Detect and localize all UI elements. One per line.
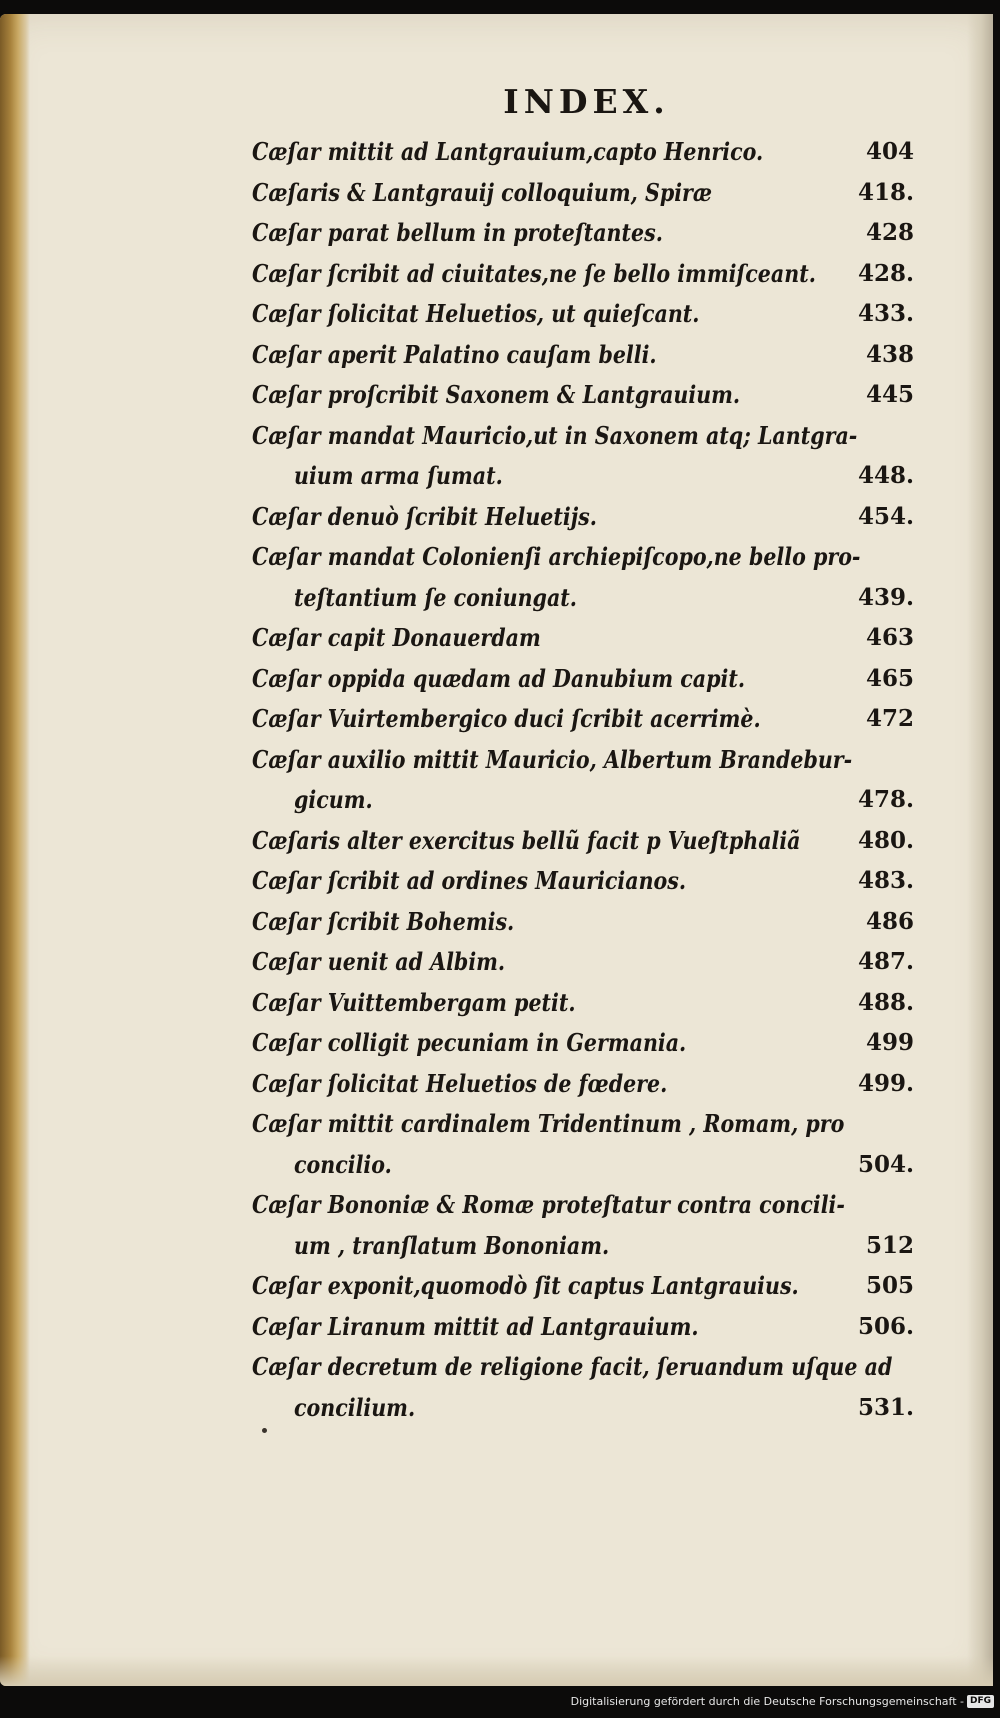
page-number: 499 [865, 1029, 914, 1056]
entry-line [252, 983, 914, 1024]
entry-text: Cæſar mandat Colonienſi archiepiſcopo,ne bello pro- [252, 542, 861, 571]
entry-text: um , tranſlatum Bononiam. [294, 1230, 610, 1260]
page-number: 487. [857, 948, 914, 975]
page-number: 505 [865, 1272, 914, 1299]
footer [571, 1695, 994, 1708]
index-entry [252, 942, 914, 983]
page-header: INDEX. [503, 82, 670, 121]
entry-text: Cæſar capit Donauerdam [252, 623, 541, 652]
index-entries [252, 132, 914, 1428]
index-entry [252, 173, 914, 214]
page-number: 438 [865, 340, 914, 368]
dfg-logo: DFG [967, 1695, 994, 1708]
index-entry [252, 1347, 914, 1428]
entry-line [252, 618, 914, 659]
entry-text: Cæſar ſcribit Bohemis. [252, 906, 515, 936]
index-entry [252, 699, 914, 740]
index-entry [252, 416, 914, 497]
entry-line [252, 1347, 914, 1388]
index-entry [252, 740, 914, 821]
index-entry [252, 537, 914, 618]
entry-text: Cæſar ſolicitat Heluetios, ut quieſcant. [252, 299, 700, 328]
entry-line [252, 1307, 914, 1348]
entry-text: uium arma ſumat. [294, 461, 503, 490]
page-number: 512 [865, 1231, 914, 1259]
page-number: 506. [857, 1312, 914, 1340]
entry-text: Cæſar colligit pecuniam in Germania. [252, 1028, 687, 1057]
entry-text: Cæſar Bononiæ & Romæ proteſtatur contra concili- [252, 1190, 845, 1219]
index-entry [252, 254, 914, 295]
entry-text: Cæſar Vuirtembergico duci ſcribit acerrimè. [252, 704, 761, 733]
index-entry [252, 1266, 914, 1307]
entry-line [252, 1226, 914, 1267]
entry-text: Cæſar auxilio mittit Mauricio, Albertum Brandebur- [252, 744, 853, 774]
entry-line [252, 254, 914, 295]
index-entry [252, 132, 914, 173]
entry-text: Cæſaris & Lantgrauij colloquium, Spiræ [252, 177, 713, 207]
page-number: 404 [865, 138, 914, 165]
entry-text: Cæſar Liranum mittit ad Lantgrauium. [252, 1311, 699, 1341]
book-binding [0, 14, 30, 1686]
entry-line [252, 537, 914, 578]
index-entry [252, 983, 914, 1024]
index-entry [252, 1104, 914, 1185]
page-number: 428. [857, 259, 914, 287]
page-number: 463 [865, 624, 914, 651]
page-number: 448. [857, 462, 914, 489]
page-number: 439. [857, 583, 914, 611]
page-number: 418. [857, 178, 914, 206]
entry-text: Cæſaris alter exercitus bellũ facit p Vueſtphaliã [252, 825, 801, 855]
page-number: 488. [857, 988, 914, 1016]
page-number: 478. [857, 786, 914, 813]
entry-line [252, 902, 914, 943]
index-entry [252, 294, 914, 335]
entry-text: concilium. [294, 1392, 416, 1422]
entry-text: Cæſar mittit cardinalem Tridentinum , Romam, pro [252, 1109, 845, 1138]
page-number: 454. [857, 502, 914, 530]
page-number: 499. [857, 1069, 914, 1097]
entry-line [252, 497, 914, 538]
index-entry [252, 375, 914, 416]
entry-line [252, 942, 914, 983]
page-number: 483. [857, 867, 914, 894]
book-page [0, 14, 993, 1686]
entry-line [252, 1145, 914, 1186]
entry-line [252, 375, 914, 416]
entry-text: teſtantium ſe coniungat. [294, 582, 577, 612]
entry-line [252, 132, 914, 173]
index-entry [252, 1023, 914, 1064]
entry-line [252, 213, 914, 254]
page-number: 486 [865, 907, 914, 935]
index-entry [252, 497, 914, 538]
entry-line [252, 1104, 914, 1145]
entry-line [252, 1023, 914, 1064]
entry-line [252, 335, 914, 376]
entry-line [252, 456, 914, 497]
entry-line [252, 780, 914, 821]
entry-line [252, 1064, 914, 1105]
footer-text: Digitalisierung gefördert durch die Deutsche Forschungsgemeinschaft - [570, 1695, 964, 1708]
entry-line [252, 1185, 914, 1226]
entry-text: Cæſar mandat Mauricio,ut in Saxonem atq; Lantgra- [252, 420, 858, 450]
index-entry [252, 861, 914, 902]
page-number: 504. [857, 1150, 914, 1178]
entry-line [252, 1266, 914, 1307]
index-entry [252, 213, 914, 254]
entry-text: Cæſar mittit ad Lantgrauium,capto Henrico. [252, 137, 764, 166]
page-number: 531. [857, 1393, 914, 1421]
index-entry [252, 1185, 914, 1266]
index-entry [252, 618, 914, 659]
index-entry [252, 659, 914, 700]
entry-line [252, 699, 914, 740]
entry-text: Cæſar ſolicitat Heluetios de fœdere. [252, 1068, 668, 1098]
entry-line [252, 1388, 914, 1429]
entry-text: Cæſar ſcribit ad ciuitates,ne ſe bello immiſceant. [252, 258, 816, 288]
entry-text: Cæſar aperit Palatino cauſam belli. [252, 339, 657, 369]
entry-text: Cæſar oppida quædam ad Danubium capit. [252, 663, 746, 693]
page-edge [967, 14, 993, 1686]
page-number: 465 [865, 664, 914, 692]
entry-text: concilio. [294, 1149, 392, 1179]
entry-line [252, 821, 914, 862]
entry-line [252, 294, 914, 335]
entry-text: Cæſar uenit ad Albim. [252, 947, 506, 976]
index-entry [252, 821, 914, 862]
entry-text: Cæſar parat bellum in proteſtantes. [252, 218, 663, 247]
entry-text: Cæſar decretum de religione facit, ſeruandum uſque ad [252, 1352, 893, 1381]
ink-mark [262, 1428, 267, 1433]
page-number: 428 [865, 219, 914, 246]
entry-line [252, 659, 914, 700]
page-number: 480. [857, 826, 914, 854]
page-number: 472 [865, 705, 914, 732]
entry-line [252, 416, 914, 457]
entry-text: gicum. [294, 785, 373, 814]
entry-line [252, 173, 914, 214]
entry-line [252, 861, 914, 902]
entry-text: Cæſar denuò ſcribit Heluetijs. [252, 501, 597, 531]
index-entry [252, 1064, 914, 1105]
index-entry [252, 335, 914, 376]
entry-text: Cæſar ſcribit ad ordines Mauricianos. [252, 866, 687, 895]
index-entry [252, 1307, 914, 1348]
entry-text: Cæſar proſcribit Saxonem & Lantgrauium. [252, 380, 741, 409]
page-number: 445 [865, 381, 914, 408]
page-bottom-shade [0, 1656, 993, 1686]
entry-line [252, 578, 914, 619]
entry-line [252, 740, 914, 781]
page-number: 433. [857, 300, 914, 327]
entry-text: Cæſar Vuittembergam petit. [252, 987, 576, 1017]
entry-text: Cæſar exponit,quomodò ſit captus Lantgrauius. [252, 1271, 799, 1300]
index-entry [252, 902, 914, 943]
